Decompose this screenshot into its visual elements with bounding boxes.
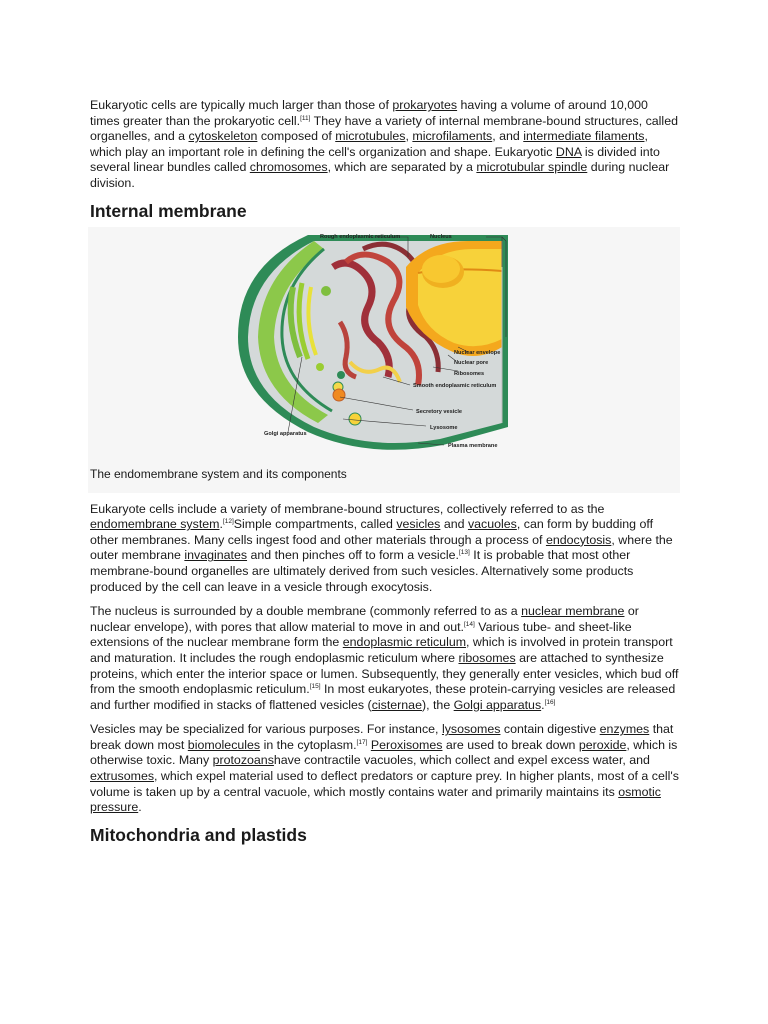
link-dna[interactable]: DNA <box>555 144 582 159</box>
text: , which play an important role in defining the cell's organization and shape. Eukaryotic <box>90 129 648 159</box>
text: They have a variety of internal membrane-bound structures, called organelles, and a <box>90 113 678 144</box>
link-ribosomes[interactable]: ribosomes <box>458 650 516 665</box>
link-invaginates[interactable]: invaginates <box>184 548 248 563</box>
endomembrane-figure <box>88 227 680 493</box>
label-nuclear-envelope: Nuclear envelope <box>454 349 501 356</box>
paragraph-vesicles <box>90 722 680 816</box>
link-biomolecules[interactable]: biomolecules <box>187 737 261 752</box>
text: contain digestive <box>500 722 600 737</box>
link-endomembrane-system[interactable]: endomembrane system <box>90 517 220 532</box>
text: Various tube- and sheet-like extensions of the nuclear membrane form the <box>90 619 632 650</box>
citation-11[interactable]: [11] <box>300 114 311 122</box>
text: In most eukaryotes, these protein-carrying vesicles are released and further modified in stacks of flattened vesicles ( <box>90 682 676 712</box>
text: are attached to synthesize proteins, which enter the interior space or lumen. Subsequently, they generally enter vesicles, which bud off from the smooth endoplasmic reticulum. <box>90 650 679 697</box>
text: , which expel material used to deflect predators or capture prey. In higher plants, most of a cell's volume is taken up by a central vacuole, which mostly contains water and primarily maintains its <box>90 769 679 799</box>
text: . <box>541 697 545 712</box>
link-lysosomes[interactable]: lysosomes <box>441 722 501 737</box>
link-vesicles[interactable]: vesicles <box>396 517 441 532</box>
text: , where the outer membrane <box>90 532 673 563</box>
label-plasma-membrane: Plasma membrane <box>448 442 498 449</box>
citation-12[interactable]: [12] <box>222 518 234 526</box>
citation-13[interactable]: [13] <box>458 549 470 557</box>
text: . <box>219 517 223 532</box>
link-endocytosis[interactable]: endocytosis <box>545 532 612 547</box>
link-osmotic-pressure[interactable]: osmotic pressure <box>90 784 661 815</box>
text: that break down most <box>90 722 674 752</box>
text: , can form by budding off other membranes. Many cells ingest food and other materials through a process of <box>90 517 654 547</box>
link-nuclear-membrane[interactable]: nuclear membrane <box>521 604 625 619</box>
text: , and <box>492 129 524 144</box>
text: during nuclear division. <box>90 160 670 190</box>
link-peroxide[interactable]: peroxide <box>578 737 627 752</box>
heading-internal-membrane: Internal membrane <box>90 200 247 221</box>
link-peroxisomes[interactable]: Peroxisomes <box>370 737 443 752</box>
label-rough-er: Rough endoplasmic reticulum <box>320 233 401 240</box>
text: are used to break down <box>442 737 579 752</box>
label-ribosomes: Ribosomes <box>454 370 485 377</box>
document-page <box>90 98 680 851</box>
citation-17[interactable]: [17] <box>356 738 368 746</box>
text: and then pinches off to form a vesicle. <box>247 548 459 563</box>
label-secretory-vesicle: Secretory vesicle <box>416 408 463 415</box>
text: and <box>440 517 468 532</box>
link-microtubular-spindle[interactable]: microtubular spindle <box>476 160 588 175</box>
link-cytoskeleton[interactable]: cytoskeleton <box>188 129 258 144</box>
label-lysosome: Lysosome <box>430 424 458 431</box>
citation-16[interactable]: [16] <box>544 698 556 706</box>
link-extrusomes[interactable]: extrusomes <box>90 769 155 784</box>
text: Eukaryote cells include a variety of membrane-bound structures, collectively referred to as the <box>90 501 605 516</box>
text: , <box>405 129 413 144</box>
link-cisternae[interactable]: cisternae <box>371 697 422 712</box>
text: in the cytoplasm. <box>260 737 357 752</box>
text: . <box>138 800 142 815</box>
text: is divided into several linear bundles called <box>90 144 660 175</box>
link-microtubules[interactable]: microtubules <box>335 129 406 144</box>
label-smooth-er: Smooth endoplasmic reticulum <box>413 382 497 389</box>
label-golgi: Golgi apparatus <box>264 430 307 437</box>
paragraph-eukaryotic-cells <box>90 98 680 192</box>
link-golgi-apparatus[interactable]: Golgi apparatus <box>453 697 542 712</box>
citation-14[interactable]: [14] <box>464 620 475 628</box>
label-nuclear-pore: Nuclear pore <box>454 359 489 366</box>
text: having a volume of around 10,000 times greater than the prokaryotic cell. <box>90 98 648 128</box>
text: The nucleus is surrounded by a double membrane (commonly referred to as a <box>90 604 522 619</box>
text: have contractile vacuoles, which collect and expel excess water, and <box>273 753 650 768</box>
text: ), the <box>421 697 454 712</box>
text: composed of <box>257 129 336 144</box>
figure-caption: The endomembrane system and its components <box>90 466 347 481</box>
heading-mitochondria-plastids: Mitochondria and plastids <box>90 824 307 845</box>
link-intermediate-filaments[interactable]: intermediate filaments <box>523 129 645 144</box>
endomembrane-diagram <box>88 227 680 467</box>
paragraph-nucleus <box>90 604 680 713</box>
label-nucleus: Nucleus <box>430 233 452 240</box>
link-prokaryotes[interactable]: prokaryotes <box>392 98 458 112</box>
link-microfilaments[interactable]: microfilaments <box>412 129 493 144</box>
link-protozoans[interactable]: protozoans <box>212 753 274 768</box>
text: Vesicles may be specialized for various purposes. For instance, <box>90 722 442 737</box>
text: Eukaryotic cells are typically much larger than those of <box>90 98 393 112</box>
text: , which are separated by a <box>327 160 477 175</box>
link-vacuoles[interactable]: vacuoles <box>467 517 517 532</box>
link-enzymes[interactable]: enzymes <box>599 722 650 737</box>
text: , which is otherwise toxic. Many <box>90 737 678 768</box>
text: or nuclear envelope), with pores that allow material to move in and out. <box>90 604 639 634</box>
paragraph-endomembrane <box>90 502 680 596</box>
text: , which is involved in protein transport and maturation. It includes the rough endoplasmic reticulum where <box>90 635 673 665</box>
text: It is probable that most other membrane-bound organelles are ultimately derived from such vesicles. Alternatively some products produced by the cell can leave in a vesicle through exocytosis. <box>90 548 634 594</box>
link-endoplasmic-reticulum[interactable]: endoplasmic reticulum <box>342 635 467 650</box>
text: Simple compartments, called <box>233 517 397 532</box>
citation-15[interactable]: [15] <box>309 683 321 691</box>
link-chromosomes[interactable]: chromosomes <box>249 160 328 175</box>
